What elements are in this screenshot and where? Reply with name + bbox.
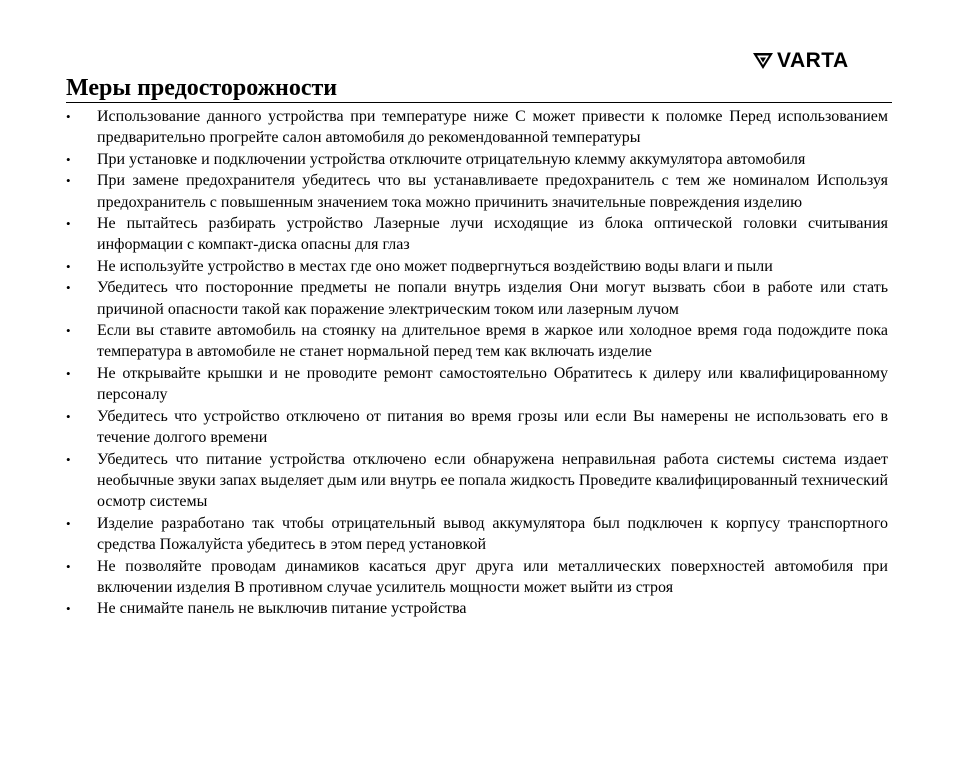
list-item-text: При замене предохранителя убедитесь что вы устанавливаете предохранитель с тем же номиналом Используя предохранитель с повышенным значением тока можно причинить значительные повреждения изделию (97, 172, 888, 211)
bullet-icon: • (66, 109, 71, 124)
list-item-text: Не позволяйте проводам динамиков касаться друг друга или металлических поверхностей автомобиля при включении изделия В противном случае усилитель мощности может выйти из строя (97, 557, 888, 596)
list-item-text: Не снимайте панель не выключив питание устройства (97, 600, 467, 618)
bullet-icon: • (66, 216, 71, 232)
bullet-icon: • (66, 365, 71, 381)
list-item-text: Если вы ставите автомобиль на стоянку на длительное время в жаркое или холодное время года подождите пока температура в автомобиле не станет нормальной перед тем как включать изделие (97, 322, 888, 361)
list-item-text: Убедитесь что посторонние предметы не попали внутрь изделия Они могут вызвать сбои в работе или стать причиной опасности такой как поражение электрическим током или лазерным лучом (97, 279, 888, 318)
bullet-icon: • (66, 451, 71, 467)
list-item-text: Использование данного устройства при температуре ниже С может привести к поломке Перед использованием предварительно прогрейте салон автомобиля до рекомендованной температуры (97, 108, 888, 147)
list-item-text: Не открывайте крышки и не проводите ремонт самостоятельно Обратитесь к дилеру или квалифицированному персоналу (97, 364, 888, 404)
list-item (0, 449, 888, 513)
list-item (0, 406, 888, 449)
list-item (0, 320, 888, 363)
varta-logo (752, 50, 892, 72)
bullet-icon: • (66, 173, 71, 189)
list-item-text: При установке и подключении устройства отключите отрицательную клемму аккумулятора автомобиля (97, 150, 806, 168)
list-item (0, 513, 888, 556)
list-item (0, 170, 888, 213)
list-item (0, 106, 888, 149)
varta-logo-text: VARTA (777, 49, 849, 72)
list-item (0, 598, 888, 619)
bullet-icon: • (66, 280, 71, 296)
bullet-icon: • (66, 408, 71, 424)
bullet-icon: • (66, 258, 71, 274)
page-title: Меры предосторожности (66, 74, 892, 103)
list-item (0, 363, 888, 406)
list-item (0, 149, 888, 170)
precautions-list (0, 106, 954, 620)
list-item (0, 256, 888, 277)
bullet-icon: • (66, 515, 71, 531)
list-item (0, 277, 888, 320)
varta-emblem-icon (752, 52, 774, 70)
list-item (0, 213, 888, 256)
list-item-text: Убедитесь что питание устройства отключено если обнаружена неправильная работа системы система издает необычные звуки запах выделяет дым или внутрь ее попала жидкость Проведите квалифицированный технический осмотр системы (97, 450, 888, 511)
list-item-text: Не используйте устройство в местах где оно может подвергнуться воздействию воды влаги и пыли (97, 257, 773, 275)
bullet-icon: • (66, 558, 71, 574)
list-item (0, 556, 888, 599)
bullet-icon: • (66, 151, 71, 167)
bullet-icon: • (66, 601, 71, 617)
list-item-text: Не пытайтесь разбирать устройство Лазерные лучи исходящие из блока оптической головки считывания информации с компакт-диска опасны для глаз (97, 215, 888, 254)
list-item-text: Изделие разработано так чтобы отрицательный вывод аккумулятора был подключен к корпусу транспортного средства Пожалуйста убедитесь в этом перед установкой (97, 514, 888, 554)
list-item-text: Убедитесь что устройство отключено от питания во время грозы или если Вы намерены не использовать его в течение долгого времени (97, 407, 888, 447)
bullet-icon: • (66, 323, 71, 339)
